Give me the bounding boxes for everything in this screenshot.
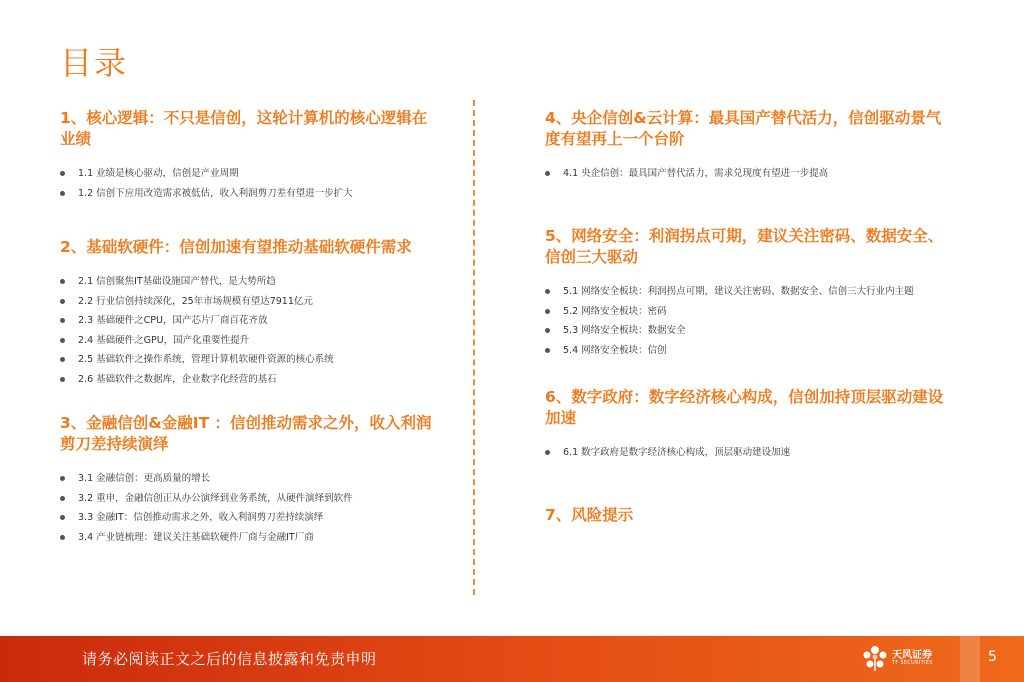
toc-item[interactable]: 2.1 信创聚焦IT基础设施国产替代，是大势所趋 xyxy=(60,272,440,292)
toc-section-3 xyxy=(60,413,440,547)
toc-item[interactable]: 5.2 网络安全板块：密码 xyxy=(545,302,945,322)
toc-section-title[interactable]: 5、网络安全：利润拐点可期，建议关注密码、数据安全、信创三大驱动 xyxy=(545,227,944,266)
toc-section-6 xyxy=(545,387,945,463)
footer-bar xyxy=(0,636,1024,682)
page-title: 目录 xyxy=(60,44,129,82)
toc-item[interactable]: 3.4 产业链梳理：建议关注基础软硬件厂商与金融IT厂商 xyxy=(60,528,440,548)
footer-disclaimer: 请务必阅读正文之后的信息披露和免责申明 xyxy=(82,650,377,668)
logo-name: 天风证券 xyxy=(892,650,932,661)
toc-item[interactable]: 2.4 基础硬件之GPU，国产化重要性提升 xyxy=(60,331,440,351)
toc-section-title[interactable]: 7、风险提示 xyxy=(545,506,634,524)
toc-item[interactable]: 3.3 金融IT：信创推动需求之外，收入利润剪刀差持续演绎 xyxy=(60,508,440,528)
flower-logo-icon xyxy=(862,644,888,672)
toc-item[interactable]: 3.2 重申，金融信创正从办公演绎到业务系统，从硬件演绎到软件 xyxy=(60,489,440,509)
toc-section-7 xyxy=(545,505,945,526)
logo-subtitle: TF SECURITIES xyxy=(892,660,933,666)
toc-item[interactable]: 1.2 信创下应用改造需求被低估，收入利润剪刀差有望进一步扩大 xyxy=(60,184,440,204)
toc-item[interactable]: 2.6 基础软件之数据库，企业数字化经营的基石 xyxy=(60,370,440,390)
toc-item[interactable]: 1.1 业绩是核心驱动，信创是产业周期 xyxy=(60,164,440,184)
toc-section-title[interactable]: 3、金融信创&金融IT ：信创推动需求之外，收入利润剪刀差持续演绎 xyxy=(60,414,432,453)
toc-section-title[interactable]: 6、数字政府：数字经济核心构成，信创加持顶层驱动建设加速 xyxy=(545,388,944,427)
toc-item[interactable]: 6.1 数字政府是数字经济核心构成，顶层驱动建设加速 xyxy=(545,443,945,463)
toc-section-title[interactable]: 1、核心逻辑：不只是信创，这轮计算机的核心逻辑在业绩 xyxy=(60,109,428,148)
toc-section-1 xyxy=(60,108,440,203)
column-divider xyxy=(473,100,475,595)
toc-item[interactable]: 5.3 网络安全板块：数据安全 xyxy=(545,321,945,341)
toc-item[interactable]: 2.3 基础硬件之CPU，国产芯片厂商百花齐放 xyxy=(60,311,440,331)
toc-section-title[interactable]: 2、基础软硬件：信创加速有望推动基础软硬件需求 xyxy=(60,238,412,256)
toc-section-2 xyxy=(60,237,440,389)
toc-item[interactable]: 2.5 基础软件之操作系统，管理计算机软硬件资源的核心系统 xyxy=(60,350,440,370)
footer-accent-block xyxy=(960,636,980,682)
toc-section-title[interactable]: 4、央企信创&云计算：最具国产替代活力，信创驱动景气度有望再上一个台阶 xyxy=(545,109,942,148)
toc-item[interactable]: 2.2 行业信创持续深化，25年市场规模有望达7911亿元 xyxy=(60,292,440,312)
page-number: 5 xyxy=(988,649,997,665)
toc-item[interactable]: 4.1 央企信创：最具国产替代活力，需求兑现度有望进一步提高 xyxy=(545,164,945,184)
company-logo xyxy=(862,644,942,674)
toc-section-5 xyxy=(545,226,945,360)
toc-item[interactable]: 5.1 网络安全板块：利润拐点可期，建议关注密码、数据安全、信创三大行业内主题 xyxy=(545,282,945,302)
toc-section-4 xyxy=(545,108,945,184)
toc-item[interactable]: 5.4 网络安全板块：信创 xyxy=(545,341,945,361)
toc-item[interactable]: 3.1 金融信创：更高质量的增长 xyxy=(60,469,440,489)
